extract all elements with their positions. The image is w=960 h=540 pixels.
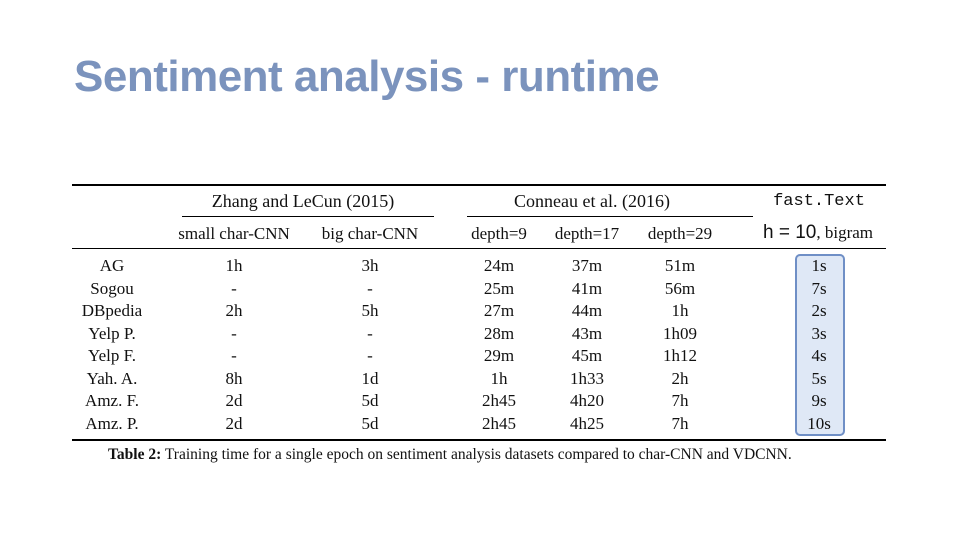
cell-dataset: Sogou [90, 278, 134, 298]
group-header-zhang: Zhang and LeCun (2015) [211, 191, 395, 211]
cell-fasttext: 4s [811, 346, 827, 365]
cell-small-char-cnn: 2d [225, 391, 243, 410]
cell-small-char-cnn: - [231, 346, 237, 365]
cell-dataset: Amz. P. [85, 413, 139, 433]
cell-big-char-cnn: 5h [361, 301, 379, 320]
cell-fasttext: 5s [811, 368, 827, 388]
cell-depth-29: 56m [664, 278, 696, 298]
cell-depth-9: 24m [483, 256, 515, 275]
cell-depth-9: 1h [490, 368, 508, 388]
cell-dataset: Yelp P. [88, 323, 136, 343]
cell-big-char-cnn: 5d [361, 391, 379, 410]
cell-depth-17: 1h33 [570, 368, 604, 388]
cell-depth-17: 41m [571, 278, 603, 298]
subheader-depth-9: depth=9 [471, 224, 527, 243]
cell-depth-29: 2h [671, 368, 689, 388]
cell-depth-29: 51m [664, 256, 696, 275]
subheader-fasttext-config [763, 223, 873, 243]
cell-depth-9: 29m [483, 346, 515, 365]
group-header-fasttext: fast.Text [773, 192, 865, 211]
cell-small-char-cnn: 2d [225, 413, 243, 433]
cell-depth-17: 37m [571, 256, 603, 275]
subheader-depth-29: depth=29 [647, 224, 713, 243]
cell-big-char-cnn: 5d [361, 413, 379, 433]
cell-big-char-cnn: - [367, 278, 373, 298]
cell-big-char-cnn: - [367, 346, 373, 365]
cell-depth-29: 7h [671, 413, 689, 433]
cell-dataset: Amz. F. [85, 391, 139, 410]
cell-small-char-cnn: 1h [225, 256, 243, 275]
cell-depth-17: 4h20 [570, 391, 604, 410]
cell-depth-17: 43m [571, 323, 603, 343]
cell-depth-29: 1h [671, 301, 689, 320]
cell-depth-29: 7h [671, 391, 689, 410]
conneau-group-rule [467, 216, 753, 217]
cell-small-char-cnn: 8h [225, 368, 243, 388]
table-top-rule [72, 184, 886, 186]
cell-depth-29: 1h12 [663, 346, 697, 365]
runtime-table [72, 184, 886, 464]
table-header-rule [72, 248, 886, 249]
cell-dataset: Yelp F. [88, 346, 136, 365]
caption-text: Training time for a single epoch on sentiment analysis datasets compared to char-CNN and VDCNN. [161, 446, 792, 463]
cell-big-char-cnn: 1d [361, 368, 379, 388]
cell-dataset: AG [99, 256, 125, 275]
cell-depth-9: 27m [483, 301, 515, 320]
cell-fasttext: 10s [807, 413, 831, 433]
cell-depth-29: 1h09 [663, 323, 697, 343]
cell-fasttext: 1s [811, 256, 827, 275]
cell-small-char-cnn: 2h [225, 301, 243, 320]
fasttext-config-rest: , bigram [816, 223, 874, 242]
cell-fasttext: 9s [811, 391, 827, 410]
subheader-big-char-cnn: big char-CNN [321, 224, 419, 243]
cell-small-char-cnn: - [231, 323, 237, 343]
cell-fasttext: 3s [811, 323, 827, 343]
table-bottom-rule [72, 439, 886, 441]
group-header-conneau: Conneau et al. (2016) [514, 191, 670, 211]
cell-depth-17: 4h25 [570, 413, 604, 433]
cell-dataset: DBpedia [81, 301, 143, 320]
cell-depth-9: 2h45 [482, 413, 516, 433]
cell-dataset: Yah. A. [86, 368, 138, 388]
fasttext-config-h: h = 10 [762, 222, 817, 243]
cell-big-char-cnn: - [367, 323, 373, 343]
cell-depth-9: 25m [483, 278, 515, 298]
caption-label: Table 2: [108, 446, 162, 463]
cell-depth-17: 44m [571, 301, 603, 320]
subheader-small-char-cnn: small char-CNN [178, 224, 290, 243]
cell-fasttext: 7s [811, 278, 827, 298]
cell-depth-9: 28m [483, 323, 515, 343]
cell-small-char-cnn: - [231, 278, 237, 298]
cell-depth-17: 45m [571, 346, 603, 365]
subheader-depth-17: depth=17 [554, 224, 620, 243]
cell-fasttext: 2s [811, 301, 827, 320]
cell-depth-9: 2h45 [482, 391, 516, 410]
zhang-group-rule [182, 216, 434, 217]
cell-big-char-cnn: 3h [361, 256, 379, 275]
table-caption [108, 446, 792, 464]
slide-title: Sentiment analysis - runtime [74, 52, 660, 101]
